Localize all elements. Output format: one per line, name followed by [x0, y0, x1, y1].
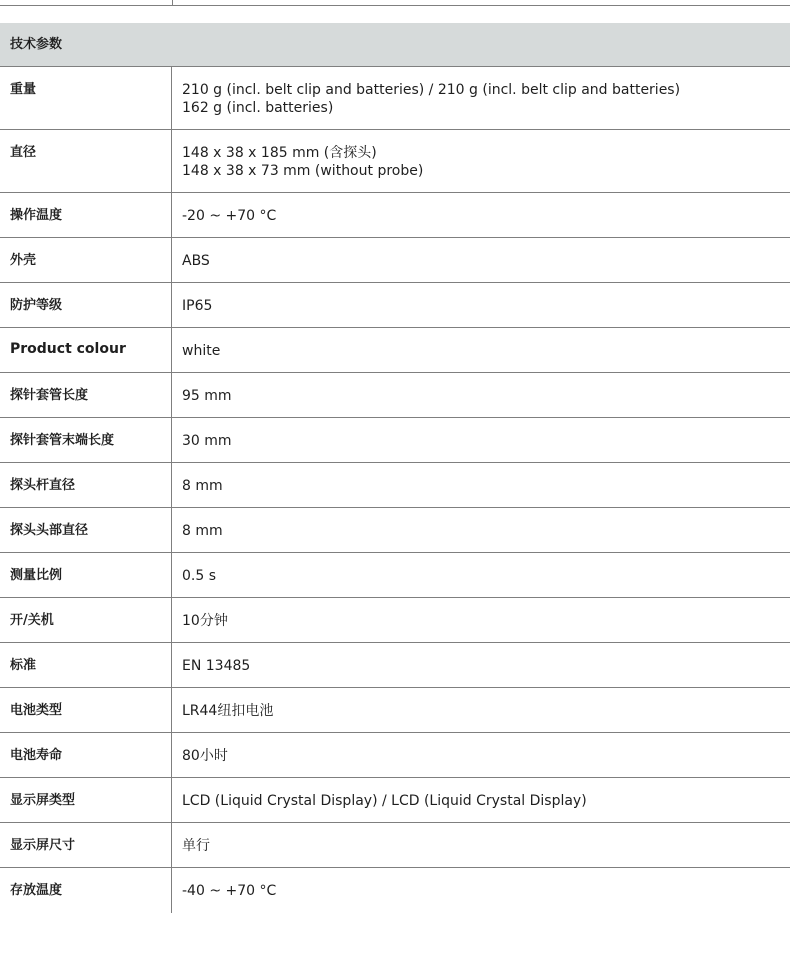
spec-value-cell	[182, 522, 223, 540]
spec-row-standard	[0, 643, 790, 688]
spec-label: 存放温度	[10, 883, 63, 898]
spec-row-probe-tip-length	[0, 418, 790, 463]
spec-row-weight	[0, 67, 790, 130]
spec-value: LCD (Liquid Crystal Display) / LCD (Liquid Crystal Display)	[182, 793, 587, 809]
spec-row-operating-temperature	[0, 193, 790, 238]
spec-label-cell	[0, 553, 172, 597]
spec-label: 显示屏类型	[10, 793, 76, 808]
spec-label: 标准	[10, 658, 37, 673]
spec-label-cell	[0, 130, 172, 192]
spec-row-measuring-rate	[0, 553, 790, 598]
spec-label: 直径	[10, 145, 37, 160]
spec-value-cell	[182, 882, 276, 900]
spec-value-cell	[182, 387, 232, 405]
spec-label: 探针套管末端长度	[10, 433, 115, 448]
spec-row-dimensions	[0, 130, 790, 193]
spec-value: 0.5 s	[182, 568, 217, 584]
spec-value: 单行	[182, 838, 210, 854]
spec-label-cell	[0, 67, 172, 129]
section-header	[0, 23, 790, 67]
spec-value-cell	[182, 747, 228, 765]
spec-label-cell	[0, 643, 172, 687]
spec-value-cell	[182, 657, 250, 675]
spec-value: 210 g (incl. belt clip and batteries) / 210 g (incl. belt clip and batteries)	[182, 82, 681, 98]
spec-row-product-colour	[0, 328, 790, 373]
spec-value: IP65	[182, 298, 213, 314]
spec-row-battery-type	[0, 688, 790, 733]
spec-value: -40 ~ +70 °C	[182, 883, 277, 899]
spec-row-battery-life	[0, 733, 790, 778]
spec-row-probe-shaft-diameter	[0, 463, 790, 508]
spec-label: 电池类型	[10, 703, 63, 718]
spec-value: -20 ~ +70 °C	[182, 208, 277, 224]
spec-row-probe-shaft-length	[0, 373, 790, 418]
spec-row-display-type	[0, 778, 790, 823]
spec-label: 探头头部直径	[10, 523, 89, 538]
spec-value: 80小时	[182, 748, 228, 764]
spec-value: 30 mm	[182, 433, 232, 449]
spec-label-cell	[0, 598, 172, 642]
spec-value-cell	[182, 792, 587, 810]
spec-row-housing	[0, 238, 790, 283]
spec-label: 重量	[10, 82, 37, 97]
spec-value: 148 x 38 x 73 mm (without probe)	[182, 163, 424, 179]
spec-label-cell	[0, 508, 172, 552]
spec-label-cell	[0, 283, 172, 327]
spec-value-cell	[182, 297, 212, 315]
spec-label-cell	[0, 328, 172, 372]
spec-value: 95 mm	[182, 388, 232, 404]
spec-value-cell	[182, 207, 276, 225]
spec-value: white	[182, 343, 221, 359]
spec-label-cell	[0, 778, 172, 822]
spec-label: 电池寿命	[10, 748, 63, 763]
spec-label-cell	[0, 733, 172, 777]
spec-value-cell	[182, 567, 216, 585]
spec-value-cell	[182, 252, 210, 270]
spec-value-cell	[182, 81, 680, 117]
spec-label: 操作温度	[10, 208, 63, 223]
spec-value: LR44纽扣电池	[182, 703, 274, 719]
spec-label-cell	[0, 418, 172, 462]
spec-label-cell	[0, 868, 172, 913]
spec-label-cell	[0, 823, 172, 867]
spec-label: Product colour	[10, 341, 126, 357]
spec-value: 10分钟	[182, 613, 228, 629]
previous-table-column-divider	[172, 0, 173, 5]
spec-label-cell	[0, 193, 172, 237]
spec-value: ABS	[182, 253, 210, 269]
spec-value-cell	[182, 837, 210, 855]
spec-value-cell	[182, 144, 423, 180]
spec-label: 防护等级	[10, 298, 63, 313]
spec-label: 测量比例	[10, 568, 63, 583]
spec-label-cell	[0, 463, 172, 507]
spec-value: 8 mm	[182, 523, 223, 539]
spec-value: 8 mm	[182, 478, 223, 494]
section-title: 技术参数	[10, 37, 63, 52]
spec-label-cell	[0, 688, 172, 732]
spec-value-cell	[182, 612, 228, 630]
spec-label: 外壳	[10, 253, 37, 268]
spec-row-display-size	[0, 823, 790, 868]
spec-value-cell	[182, 702, 273, 720]
spec-value: EN 13485	[182, 658, 251, 674]
spec-label: 探头杆直径	[10, 478, 76, 493]
spec-row-storage-temperature	[0, 868, 790, 913]
spec-label: 开/关机	[10, 613, 54, 628]
spec-value: 162 g (incl. batteries)	[182, 100, 334, 116]
spec-value-cell	[182, 342, 220, 360]
spec-label-cell	[0, 373, 172, 417]
spec-row-auto-off	[0, 598, 790, 643]
spec-value: 148 x 38 x 185 mm (含探头)	[182, 145, 377, 161]
spec-value-cell	[182, 432, 232, 450]
spec-value-cell	[182, 477, 223, 495]
spec-table	[0, 67, 790, 913]
spec-label: 探针套管长度	[10, 388, 89, 403]
spec-label-cell	[0, 238, 172, 282]
spec-row-protection-class	[0, 283, 790, 328]
spec-label: 显示屏尺寸	[10, 838, 76, 853]
previous-table-bottom-edge	[0, 0, 790, 6]
spec-row-probe-tip-diameter	[0, 508, 790, 553]
